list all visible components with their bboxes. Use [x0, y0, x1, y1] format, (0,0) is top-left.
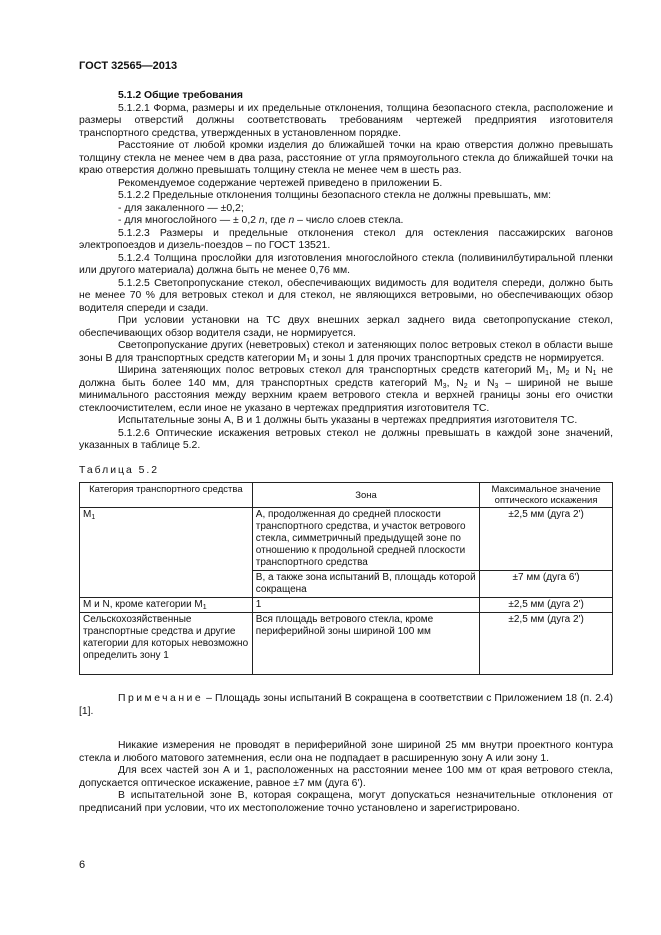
paragraph: 5.1.2.2 Предельные отклонения толщины безопасного стекла не должны превышать, мм:: [118, 190, 551, 201]
subscript: 1: [202, 604, 207, 611]
text-run: – шириной не выше минимального расстояния между верхним краем ветрового стекла и верхней границы зоны его очистки стеклоочистителем, если иное не указано в чертежах предприятия изготовителя ТС.: [79, 377, 613, 414]
text-run: и зоны 1 для прочих транспортных средств не нормируется.: [310, 352, 605, 364]
text-run: M и N, кроме категории M: [83, 599, 203, 610]
text-run: и N: [467, 377, 495, 389]
table-cell: Сельскохозяйственные транспортные средства и другие категории для которых невозможно определить зону 1: [80, 613, 253, 675]
table-cell: [80, 598, 253, 613]
paragraph: Рекомендуемое содержание чертежей приведено в приложении Б.: [118, 177, 443, 189]
paragraph: 5.1.2.1 Форма, размеры и их предельные отклонения, толщина безопасного стекла, расположение и размеры отверстий должны соответствовать требованиям чертежей предприятия изготовителя транспортного средства, утвержденных в установленном порядке.: [79, 102, 613, 139]
text-run: , M: [549, 365, 566, 376]
paragraph: В испытательной зоне В, которая сокращена, могут допускаться незначительные отклонения от предписаний при условии, что их местоположение точно установлено и зарегистрировано.: [79, 790, 613, 814]
table-cell: 1: [252, 598, 479, 613]
note-label: Примечание: [118, 693, 204, 704]
subscript: 1: [592, 370, 597, 377]
paragraph: 5.1.2.4 Толщина прослойки для изготовления многослойного стекла (поливинилбутиральной пленки или другого материала) должна быть не менее 0,76 мм.: [79, 252, 613, 276]
paragraph: Никакие измерения не проводят в периферийной зоне шириной 25 мм внутри проектного контура стекла и любого матового затемнения, если она не подпадает в расширенную зону А или зону 1.: [79, 740, 613, 764]
text-run: и N: [569, 365, 593, 376]
column-header: Максимальное значение оптического искажения: [480, 483, 613, 508]
text-run: , где: [264, 215, 289, 226]
paragraph: 5.1.2.3 Размеры и предельные отклонения стекол для остекления пассажирских вагонов электропоездов и дизель-поездов – по ГОСТ 13521.: [79, 227, 613, 251]
paragraph: При условии установки на ТС двух внешних зеркал заднего вида светопропускание стекол, обеспечивающих обзор водителя сзади, не нормируется.: [79, 315, 613, 339]
subscript: 1: [306, 357, 311, 365]
table-caption: Таблица 5.2: [79, 464, 160, 476]
paragraph: 5.1.2.6 Оптические искажения ветровых стекол не должны превышать в каждой зоне значений, указанных в таблице 5.2.: [79, 427, 613, 451]
table-row: [80, 613, 613, 675]
paragraph: Для всех частей зон А и 1, расположенных на расстоянии менее 100 мм от края ветрового стекла, допускается оптическое искажение, равное ±7 мм (дуга 6').: [79, 765, 613, 789]
column-header: Зона: [252, 483, 479, 508]
text-run: n: [258, 215, 265, 226]
body-text: [79, 90, 613, 815]
list-item: - для закаленного — ±0,2;: [118, 202, 244, 214]
text-run: n: [288, 215, 295, 226]
document-header: ГОСТ 32565—2013: [79, 60, 178, 72]
page-number: 6: [79, 859, 86, 871]
paragraph: 5.1.2.5 Светопропускание стекол, обеспечивающих видимость для водителя спереди, должно быть не менее 70 % для ветровых стекол и для стекол, не являющихся ветровыми, но обеспечивающих обзор водителя спереди и сзади.: [79, 277, 613, 314]
subscript: 2: [463, 382, 468, 390]
paragraph: [79, 365, 613, 415]
text-run: – число слоев стекла.: [294, 215, 404, 226]
paragraph: [79, 340, 613, 365]
text-run: Ширина затеняющих полос ветровых стекол для транспортных средств категорий M: [118, 365, 546, 376]
table-row: [80, 598, 613, 613]
table-note: [79, 693, 613, 718]
text-run: M: [83, 509, 92, 520]
section-title: 5.1.2 Общие требования: [118, 90, 243, 101]
text-run: не должна быть более 140 мм, для транспортных средств категорий M: [79, 365, 613, 389]
table-cell: А, продолженная до средней плоскости транспортного средства, и участок ветрового стекла, симметричный предыдущей зоне по отношению к продольной средней плоскости транспортного средства: [252, 508, 479, 571]
subscript: 3: [494, 382, 499, 390]
table-cell: Вся площадь ветрового стекла, кроме периферийной зоны шириной 100 мм: [252, 613, 479, 675]
table-cell: В, а также зона испытаний В, площадь которой сокращена: [252, 571, 479, 598]
table-cell: ±2,5 мм (дуга 2'): [480, 508, 613, 571]
optical-distortion-table: [79, 482, 613, 675]
column-header: Категория транспортного средства: [80, 483, 253, 508]
table-cell: [80, 508, 253, 598]
text-run: Светопропускание других (неветровых) стекол и затеняющих полос ветровых стекол в области выше зоны B для транспортных средств категории M: [79, 340, 613, 364]
list-item: [79, 215, 613, 228]
table-row: [80, 508, 613, 571]
table-cell: ±7 мм (дуга 6'): [480, 571, 613, 598]
subscript: 1: [545, 370, 550, 377]
subscript: 2: [565, 370, 570, 377]
table-cell: ±2,5 мм (дуга 2'): [480, 598, 613, 613]
table-cell: ±2,5 мм (дуга 2'): [480, 613, 613, 675]
note-text: – Площадь зоны испытаний В сокращена в соответствии с Приложением 18 (п. 2.4) [1].: [79, 693, 613, 717]
subscript: 3: [442, 382, 447, 390]
subscript: 1: [91, 514, 96, 521]
table-header-row: [80, 483, 613, 508]
paragraph: Расстояние от любой кромки изделия до ближайшей точки на краю отверстия должно превышать толщину стекла не менее чем в два раза, расстояние от угла прямоугольного стекла до ближайшей точки на краю отверстия должно превышать толщину стекла не менее чем в шесть раз.: [79, 140, 613, 176]
closing-text: [79, 740, 613, 815]
text-run: - для многослойного — ± 0,2: [118, 215, 259, 226]
text-run: , N: [446, 377, 464, 389]
paragraph: Испытательные зоны А, В и 1 должны быть указаны в чертежах предприятия изготовителя ТС.: [118, 415, 578, 426]
